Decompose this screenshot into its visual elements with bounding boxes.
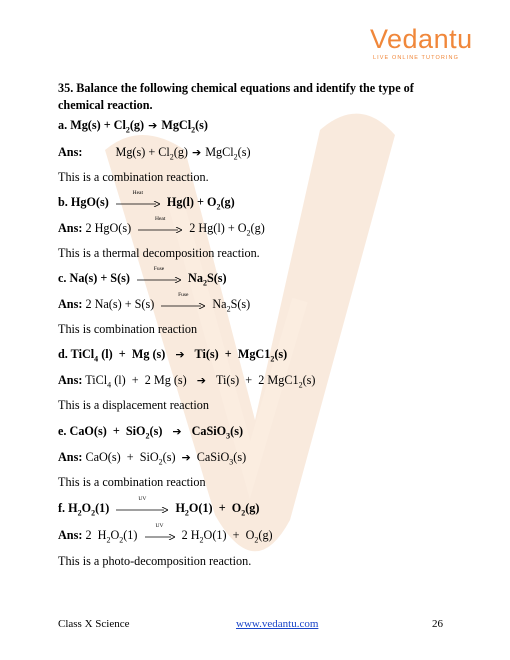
part-a-type: This is a combination reaction. — [58, 170, 209, 184]
uv-arrow: UV — [116, 504, 168, 514]
part-f-answer: Ans: 2 $H_2O_2(1)$ UV 2 $H_2O(1) + O_2(g)$ — [58, 523, 273, 545]
fuse-arrow: Fuse — [137, 274, 181, 284]
part-a-equation: a. $Mg(s) + Cl_2(g)$ ➔ MgCl$_2$(s) — [58, 118, 208, 135]
fuse-arrow: Fuse — [161, 300, 205, 310]
part-d-answer: Ans: TiCl$_4$ (l) + 2 Mg (s) ➔ Ti(s) + 2 $MgC1_2(s)$ — [58, 373, 316, 390]
part-e-type: This is a combination reaction — [58, 475, 206, 489]
question-heading: 35. Balance the following chemical equations and identify the type of chemical reaction. — [58, 81, 414, 112]
part-c-equation: c. Na(s) + S(s) Fuse $Na_2S(s)$ — [58, 266, 227, 288]
logo-wordmark: Vedantu — [370, 24, 473, 54]
part-a-answer: Ans: $Mg(s) + Cl_2(g)$ ➔ MgCl$_2$(s) — [58, 145, 251, 162]
arrow-icon: ➔ — [175, 348, 185, 361]
part-d-equation: d. TiCl$_4$ (l) + Mg (s) ➔ $Ti(s) + MgC1_2(s)$ — [58, 347, 288, 364]
arrow-icon: ➔ — [148, 119, 158, 132]
vedantu-logo — [370, 26, 473, 61]
footer-website-link[interactable]: www.vedantu.com — [236, 618, 319, 630]
heat-arrow: Heat — [116, 198, 160, 208]
part-f-type: This is a photo-decomposition reaction. — [58, 554, 252, 568]
part-f-equation: f. $H_2O_2(1)$ UV $H_2O(1) + O_2(g)$ — [58, 496, 260, 518]
part-c-answer: Ans: 2 Na(s) + S(s) Fuse $Na_2S(s)$ — [58, 292, 251, 314]
footer-subject: Class X Science — [58, 618, 130, 630]
part-d-type: This is a displacement reaction — [58, 398, 209, 412]
arrow-icon: ➔ — [191, 146, 202, 159]
logo-tagline: LIVE ONLINE TUTORING — [373, 55, 459, 61]
part-b-answer: Ans: 2 HgO(s) Heat 2 $Hg(l) + O_2(g)$ — [58, 216, 265, 238]
part-b-equation: b. HgO(s) Heat $Hg(l) + O_2(g)$ — [58, 190, 235, 212]
part-c-type: This is combination reaction — [58, 322, 198, 336]
part-e-equation: e. CaO(s) + SiO$_2$(s) ➔ CaSiO$_3$(s) — [58, 424, 244, 441]
arrow-icon: ➔ — [172, 425, 182, 438]
arrow-icon: ➔ — [181, 451, 191, 464]
arrow-icon: ➔ — [196, 374, 206, 387]
part-b-type: This is a thermal decomposition reaction. — [58, 246, 260, 260]
part-e-answer: Ans: CaO(s) + SiO$_2$(s) ➔ CaSiO$_3$(s) — [58, 450, 247, 467]
heat-arrow: Heat — [138, 224, 182, 234]
page-number: 26 — [432, 618, 443, 630]
uv-arrow: UV — [145, 531, 175, 541]
